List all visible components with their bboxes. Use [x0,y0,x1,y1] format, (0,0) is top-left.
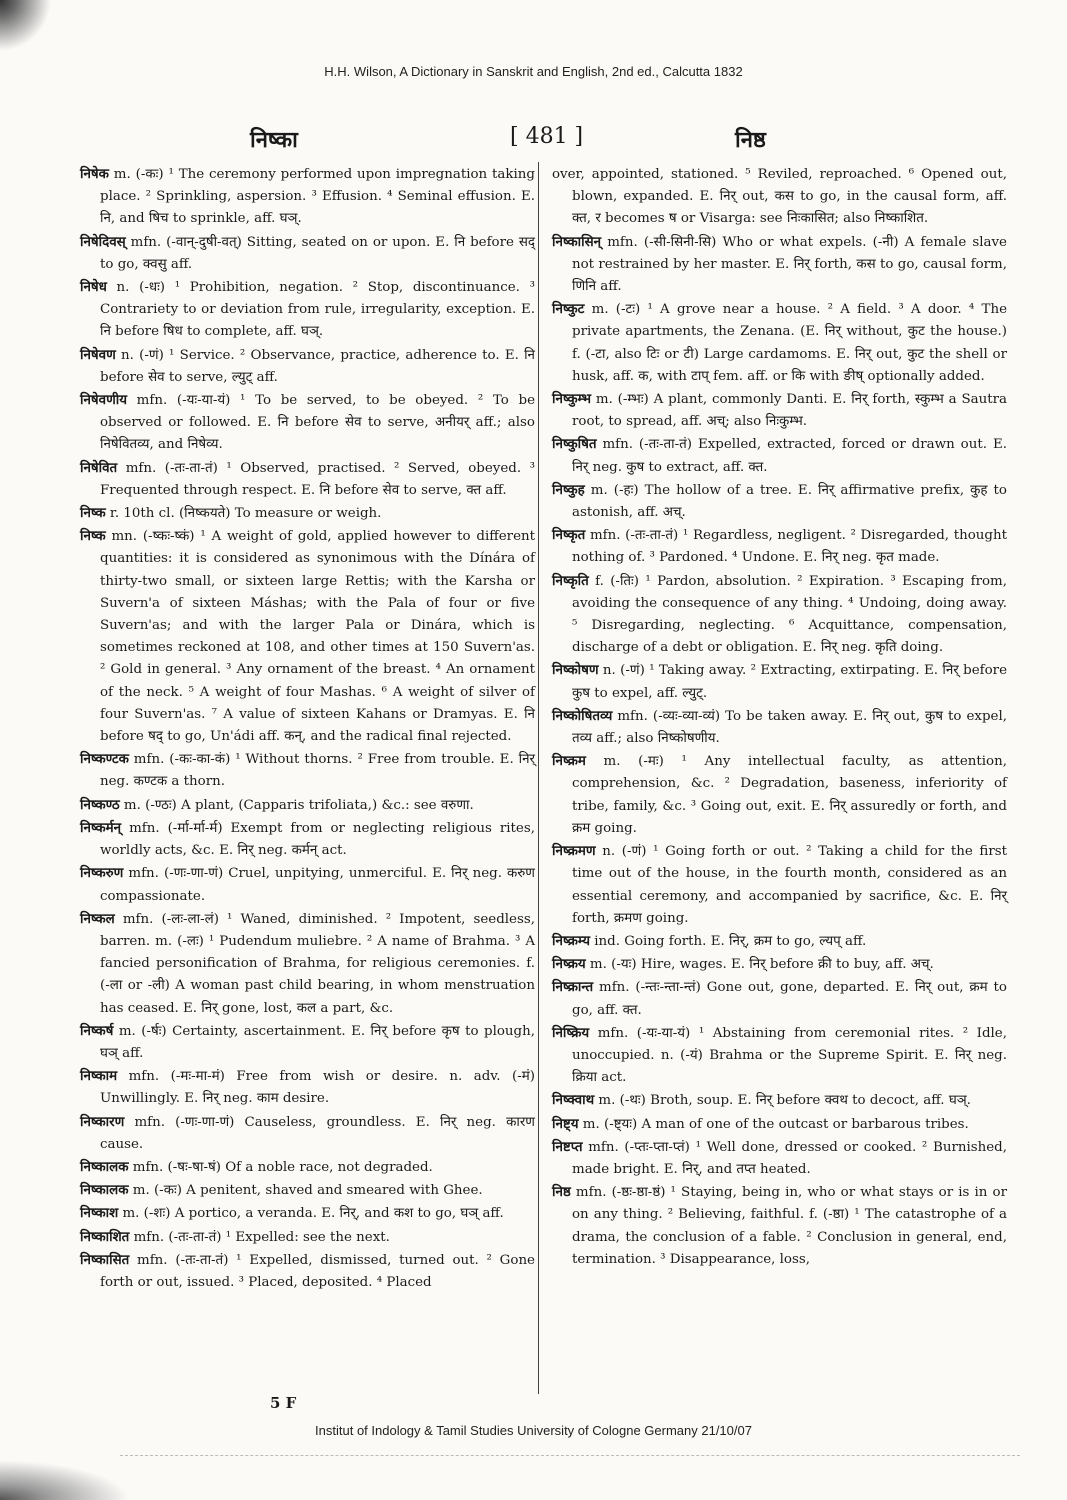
entry-headword: निष्क [80,528,106,545]
entry-definition: m. (-कः) ¹ The ceremony performed upon impregnation taking place. ² Sprinkling, aspersion. ³ Effusion. ⁴ Seminal effusion. E. नि, and षिच to sprinkle, aff. घञ्. [100,167,535,227]
dictionary-entry [80,1111,535,1156]
dictionary-entry [552,1136,1007,1181]
running-head [70,124,1000,158]
dictionary-entry [80,276,535,344]
dictionary-entry [552,840,1007,930]
dictionary-entry [80,862,535,907]
entry-definition: mfn. (-लः-ला-लं) ¹ Waned, diminished. ² Impotent, seedless, barren. m. (-लः) ¹ Pudendum muliebre. ² A name of Brahma. ³ A fancied personification of Brahma, for religious ceremonies. f. (-ला or -ली) A woman past child bearing, in whom menstruation has ceased. E. निर् gone, lost, कल a part, &c. [100,911,535,1016]
dictionary-entry [80,748,535,793]
entry-definition: mfn. (-सी-सिनी-सि) Who or what expels. (-नी) A female slave not restrained by her master. E. निर् forth, कस to go, causal form, णिनि aff. [572,234,1007,295]
footer-rule [120,1455,1020,1456]
entry-headword: निषेवित [80,459,118,476]
entry-definition: m. (-हः) The hollow of a tree. E. निर् affirmative prefix, कुह to astonish, aff. अच्. [572,482,1007,521]
entry-headword: निष्क्रमण [552,843,596,860]
entry-headword: निष्काश [80,1205,119,1222]
entry-definition: ind. Going forth. E. निर्, क्रम to go, ल्यप् aff. [590,933,867,949]
entry-definition: over, appointed, stationed. ⁵ Reviled, reproached. ⁶ Opened out, blown, expanded. E. निर् out, कस to go, in the causal form, aff. क्त, र becomes ष or Visarga: see निःकासित; also निष्काशित. [552,167,1007,227]
entry-definition: mfn. (-कः-का-कं) ¹ Without thorns. ² Free from trouble. E. निर् neg. कण्टक a thorn. [100,752,535,790]
entry-definition: mfn. (-षः-षा-षं) Of a noble race, not degraded. [128,1159,433,1175]
entry-headword: निष्कुट [552,301,585,318]
dictionary-entry [552,298,1007,388]
entry-headword: निषेक [80,166,109,182]
entry-definition: mfn. (-तः-ता-तं) ¹ Expelled, dismissed, turned out. ² Gone forth or out, issued. ³ Placed, deposited. ⁴ Placed [100,1252,535,1290]
dictionary-entry [552,1022,1007,1090]
scan-corner-mark [0,0,60,60]
entry-definition: mfn. (-मः-मा-मं) Free from wish or desire. n. adv. (-मं) Unwillingly. E. निर् neg. काम desire. [100,1069,535,1107]
dictionary-entry [80,1179,535,1202]
entry-headword: निष्कर्ष [80,1022,114,1039]
entry-definition: mfn. (-प्तः-प्ता-प्तं) ¹ Well done, dressed or cooked. ² Burnished, made bright. E. निर्, and तप्त heated. [572,1139,1007,1177]
entry-headword: निष्कुम्भ [552,391,592,408]
left-column [80,163,535,1294]
dictionary-entry [80,457,535,502]
dictionary-entry [552,388,1007,433]
entry-headword: निष्कोषितव्य [552,707,613,724]
entry-headword: निष्टप्त [552,1138,583,1155]
entry-definition: mn. (-ष्कः-ष्कं) ¹ A weight of gold, applied however to different quantities: it is considered as synonimous with the Dínára of thirty-two small, or sixteen large Rettis; with the Karsha or Suvern'a of sixteen Máshas; with the Pala of four or five Suvern'as; and with the larger Pala or Dinára, which is sometimes reckoned at 108, and other times at 150 Suvern'as. ² Gold in general. ³ Any ornament of the breast. ⁴ An ornament of the neck. ⁵ A weight of four Mashas. ⁶ A weight of silver of four Suvern'as. ⁷ A value of sixteen Kahans or Dramyas. E. नि before षद् to go, Un'ádi aff. कन्, and the radical final rejected. [100,529,535,745]
page-number: [ 481 ] [510,124,584,149]
entry-definition: m. (-थः) Broth, soup. E. निर् before क्वथ to decoct, aff. घञ्. [594,1093,971,1109]
entry-headword: निष्ठ [552,1184,571,1201]
entry-definition: mfn. (-व्यः-व्या-व्यं) To be taken away. E. निर् out, कुष to expel, तव्य aff.; also निष्कोषणीय. [572,708,1007,747]
entry-definition: mfn. (-तः-ता-तं) Expelled, extracted, forced or drawn out. E. निर् neg. कुष to extract, aff. क्त. [572,437,1007,475]
entry-definition: n. (-धः) ¹ Prohibition, negation. ² Stop, discontinuance. ³ Contrariety to or deviation from rule, irregularity, exception. E. नि before षिध to complete, aff. घञ्. [100,280,535,340]
dictionary-entry [80,163,535,231]
scan-corner-mark-bottom [0,1460,130,1500]
dictionary-entry [552,163,1007,231]
entry-headword: निष्क्रिय [552,1024,590,1041]
dictionary-entry [80,794,535,817]
entry-headword: निष्कालक [80,1158,129,1175]
entry-definition: n. (-णं) ¹ Taking away. ² Extracting, extirpating. E. निर् before कुष to expel, aff. ल्युट्. [572,663,1007,701]
entry-headword: निष्क्रान्त [552,979,594,996]
dictionary-entry [552,231,1007,299]
dictionary-entry [80,1020,535,1065]
entry-definition: mfn. (-ष्ठः-ष्ठा-ष्ठं) ¹ Staying, being in, who or what stays or is in or on any thing. ² Believing, faithful. f. (-ष्ठा) ¹ The catastrophe of a drama, the conclusion of a fable. ² Conclusion in general, end, termination. ³ Disappearance, loss, [570,1185,1007,1267]
entry-headword: निष्क्रय [552,956,586,973]
dictionary-entry [80,1156,535,1179]
column-divider [538,162,539,1394]
entry-definition: mfn. (-णः-णा-णं) Causeless, groundless. E. निर् neg. कारण cause. [100,1114,535,1152]
dictionary-entry [552,1089,1007,1112]
dictionary-entry [552,930,1007,953]
entry-definition: m. (-र्षः) Certainty, ascertainment. E. निर् before कृष to plough, घञ् aff. [100,1023,535,1061]
entry-headword: निष्ट्य [552,1115,579,1132]
entry-definition: m. (-म्भः) A plant, commonly Danti. E. निर् forth, स्कुम्भ a Sautra root, to spread, aff. अच्; also निःकुम्भ. [572,392,1007,430]
entry-headword: निष्क्वाथ [552,1092,595,1109]
dictionary-entry [80,525,535,748]
dictionary-entry [80,502,535,525]
entry-definition: mfn. (-तः-ता-तं) ¹ Expelled: see the next. [129,1229,390,1245]
dictionary-entry [80,908,535,1020]
entry-headword: निष्कुह [552,481,585,498]
entry-headword: निष्क्रम [552,753,586,770]
entry-definition: m. (-यः) Hire, wages. E. निर् before क्री to buy, aff. अच्. [585,957,934,973]
source-header: H.H. Wilson, A Dictionary in Sanskrit and English, 2nd ed., Calcutta 1832 [324,64,743,79]
entry-headword: निष्क [80,505,106,522]
entry-headword: निष्कण्टक [80,751,129,768]
entry-headword: निष्काम [80,1068,118,1085]
dictionary-entry [80,1202,535,1225]
entry-headword: निष्कोषण [552,662,599,679]
entry-definition: mfn. (-र्मा-र्मा-र्म) Exempt from or neglecting religious rites, worldly acts, &c. E. निर् neg. कर्मन् act. [100,820,535,859]
entry-definition: mfn. (-तः-ता-तं) ¹ Regardless, negligent. ² Disregarded, thought nothing of. ³ Pardoned. ⁴ Undone. E. निर् neg. कृत made. [572,528,1007,566]
right-column [552,163,1007,1271]
entry-definition: n. (-णं) ¹ Service. ² Observance, practice, adherence to. E. नि before सेव to serve, ल्युट् aff. [100,347,535,385]
entry-definition: mfn. (-यः-या-यं) ¹ To be served, to be obeyed. ² To be observed or followed. E. नि before सेव to serve, अनीयर् aff.; also निषेवितव्य, and निषेव्य. [100,393,535,453]
dictionary-entry [552,1181,1007,1271]
signature-mark: 5 F [270,1394,297,1412]
dictionary-entry [552,570,1007,660]
entry-headword: निष्कालक [80,1182,129,1199]
dictionary-entry [552,433,1007,478]
entry-headword: निष्कर्मन् [80,819,122,836]
dictionary-entry [80,817,535,862]
entry-definition: mfn. (-णः-णा-णं) Cruel, unpitying, unmerciful. E. निर् neg. करुण compassionate. [100,866,535,904]
entry-headword: निषेवणीय [80,392,128,409]
footer-credit: Institut of Indology & Tamil Studies University of Cologne Germany 21/10/07 [315,1423,752,1438]
dictionary-entry [552,705,1007,750]
entry-headword: निष्कासित [80,1251,130,1268]
entry-definition: mfn. (-वान्-दुषी-वत्) Sitting, seated on or upon. E. नि before सद् to go, क्वसु aff. [100,234,535,272]
dictionary-entry [80,1249,535,1294]
entry-headword: निष्करुण [80,865,124,882]
entry-definition: m. (-शः) A portico, a veranda. E. निर्, and कश to go, घञ् aff. [118,1206,504,1222]
entry-definition: n. (-णं) ¹ Going forth or out. ² Taking a child for the first time out of the house, in the fourth month, considered as an essential ceremony, and accompanied by sacrifice, &c. E. निर् forth, क्रमण going. [572,844,1007,926]
left-running-headword: निष्का [250,127,298,153]
entry-headword: निष्कारण [80,1113,125,1130]
entry-definition: m. (-कः) A penitent, shaved and smeared with Ghee. [128,1183,483,1199]
entry-definition: mfn. (-तः-ता-तं) ¹ Observed, practised. ² Served, obeyed. ³ Frequented through respect. E. नि before सेव to serve, क्त aff. [100,460,535,498]
dictionary-entry [80,389,535,457]
dictionary-entry [552,953,1007,976]
entry-definition: mfn. (-न्तः-न्ता-न्तं) Gone out, gone, departed. E. निर् out, क्रम to go, aff. क्त. [572,980,1007,1018]
dictionary-entry [552,524,1007,569]
entry-definition: m. (-ष्ट्यः) A man of one of the outcast or barbarous tribes. [578,1116,969,1132]
dictionary-entry [80,1065,535,1110]
dictionary-entry [80,344,535,389]
entry-headword: निष्क्रम्य [552,932,591,949]
entry-definition: m. (-टः) ¹ A grove near a house. ² A field. ³ A door. ⁴ The private apartments, the Zenana. (E. निर् without, कुट the house.) f. (-टा, also टिः or टी) Large cardamoms. E. निर् out, कुट the shell or husk, aff. क, with टाप् fem. aff. or कि with ङीष् optionally added. [572,302,1007,384]
entry-headword: निष्कुषित [552,436,597,453]
dictionary-entry [552,479,1007,524]
entry-headword: निष्कासिन् [552,233,602,250]
entry-headword: निष्कल [80,910,115,927]
dictionary-entry [552,750,1007,840]
dictionary-entry [552,1113,1007,1136]
entry-headword: निष्कृति [552,572,589,589]
entry-definition: f. (-तिः) ¹ Pardon, absolution. ² Expiration. ³ Escaping from, avoiding the consequence of any thing. ⁴ Undoing, doing away. ⁵ Disregarding, neglecting. ⁶ Acquittance, compensation, discharge of a debt or obligation. E. निर् neg. कृति doing. [572,573,1007,656]
right-running-headword: निष्ठ [735,127,766,153]
dictionary-entry [80,231,535,276]
entry-headword: निष्कण्ठ [80,796,120,813]
entry-headword: निषेध [80,279,107,296]
entry-headword: निष्काशित [80,1228,130,1245]
entry-headword: निषेवण [80,346,116,363]
entry-definition: r. 10th cl. (निष्कयते) To measure or weigh. [105,506,382,522]
entry-definition: m. (-मः) ¹ Any intellectual faculty, as attention, comprehension, &c. ² Degradation, baseness, inferiority of tribe, family, &c. ³ Going out, exit. E. निर् assuredly or forth, and क्रम going. [572,754,1007,836]
dictionary-entry [552,659,1007,704]
entry-headword: निषेदिवस् [80,233,126,250]
dictionary-entry [80,1226,535,1249]
entry-definition: mfn. (-यः-या-यं) ¹ Abstaining from ceremonial rites. ² Idle, unoccupied. n. (-यं) Brahma or the Supreme Spirit. E. निर् neg. क्रिया act. [572,1025,1007,1086]
entry-headword: निष्कृत [552,527,586,544]
entry-definition: m. (-ण्ठः) A plant, (Capparis trifoliata,) &c.: see वरुणा. [119,797,474,813]
dictionary-entry [552,976,1007,1021]
